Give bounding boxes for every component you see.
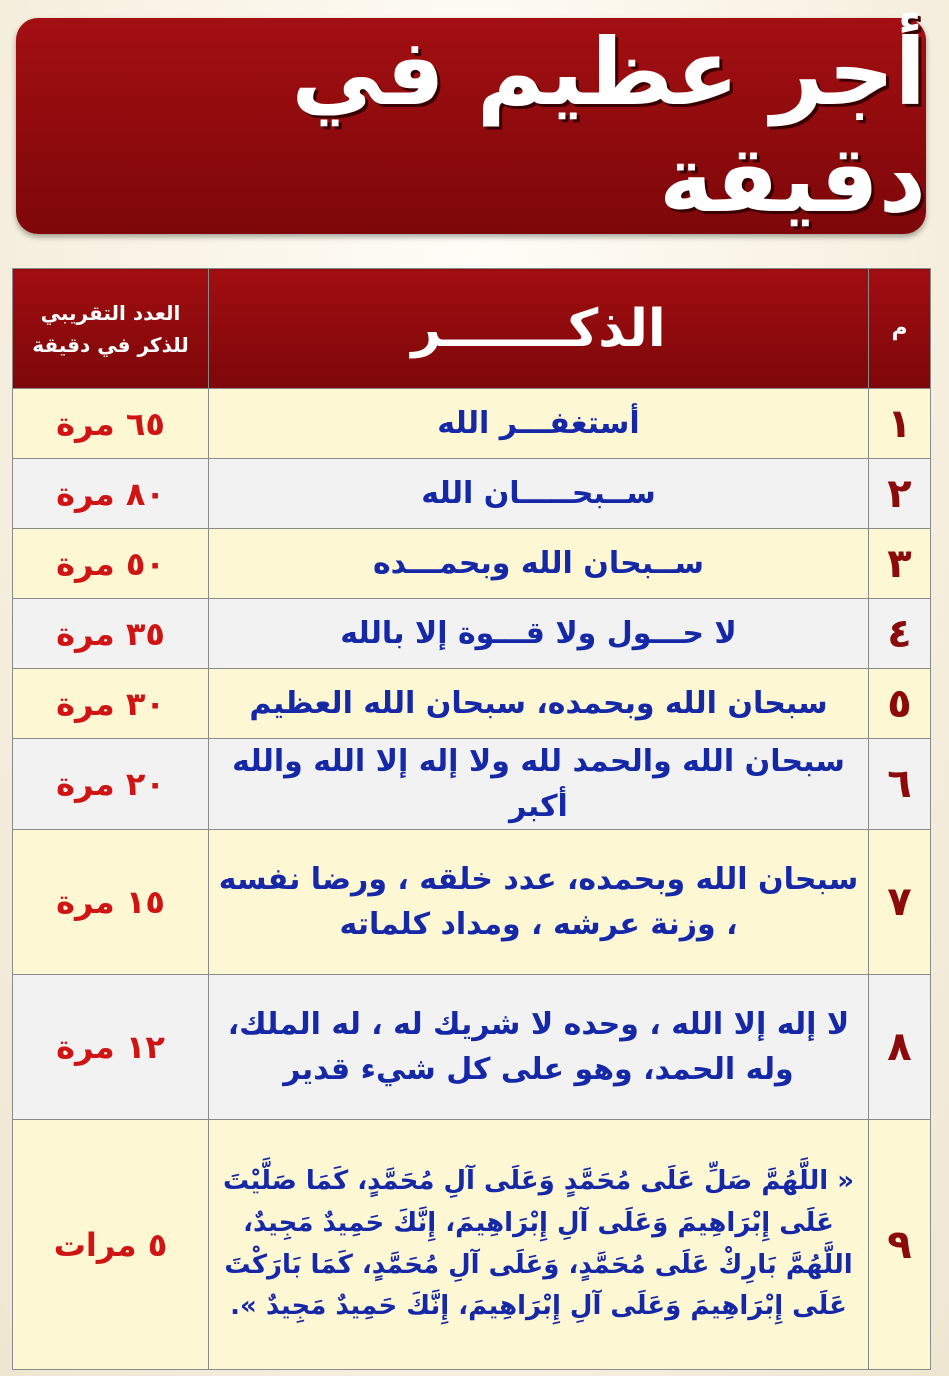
row-count: ٥٠ مرة bbox=[13, 529, 209, 599]
row-number: ٣ bbox=[869, 529, 931, 599]
row-number: ٦ bbox=[869, 739, 931, 830]
row-dhikr: أستغفـــر الله bbox=[209, 389, 869, 459]
header-count-line1: العدد التقريبي bbox=[40, 300, 181, 325]
athkar-table bbox=[12, 268, 931, 1370]
row-number: ٤ bbox=[869, 599, 931, 669]
row-number: ٨ bbox=[869, 975, 931, 1120]
table-row bbox=[13, 739, 931, 830]
row-dhikr: سبحان الله والحمد لله ولا إله إلا الله والله أكبر bbox=[209, 739, 869, 830]
table-header-row bbox=[13, 269, 931, 389]
header-dhikr: الذكـــــــر bbox=[209, 269, 869, 389]
row-number: ٩ bbox=[869, 1120, 931, 1370]
row-dhikr: سبحان الله وبحمده، عدد خلقه ، ورضا نفسه ، وزنة عرشه ، ومداد كلماته bbox=[209, 830, 869, 975]
row-count: ٣٥ مرة bbox=[13, 599, 209, 669]
table-row bbox=[13, 975, 931, 1120]
table-row bbox=[13, 529, 931, 599]
row-dhikr: ســبحان الله وبحمـــده bbox=[209, 529, 869, 599]
row-number: ١ bbox=[869, 389, 931, 459]
row-dhikr: ســبحـــــان الله bbox=[209, 459, 869, 529]
row-number: ٢ bbox=[869, 459, 931, 529]
table-row bbox=[13, 389, 931, 459]
title-banner bbox=[16, 18, 926, 234]
header-number: م bbox=[869, 269, 931, 389]
row-count: ١٥ مرة bbox=[13, 830, 209, 975]
row-count: ٢٠ مرة bbox=[13, 739, 209, 830]
row-count: ١٢ مرة bbox=[13, 975, 209, 1120]
row-dhikr: « اللَّهُمَّ صَلِّ عَلَى مُحَمَّدٍ وَعَلَى آلِ مُحَمَّدٍ، كَمَا صَلَّيْتَ عَلَى إِبْرَاهِيمَ وَعَلَى آلِ إِبْرَاهِيمَ، إِنَّكَ حَمِيدٌ مَجِيدٌ، اللَّهُمَّ بَارِكْ عَلَى مُحَمَّدٍ، وَعَلَى آلِ مُحَمَّدٍ، كَمَا بَارَكْتَ عَلَى إِبْرَاهِيمَ وَعَلَى آلِ إِبْرَاهِيمَ، إِنَّكَ حَمِيدٌ مَجِيدٌ ». bbox=[209, 1120, 869, 1370]
table-row bbox=[13, 459, 931, 529]
page-title: أجر عظيم في دقيقة bbox=[291, 19, 926, 233]
row-number: ٥ bbox=[869, 669, 931, 739]
table-row bbox=[13, 830, 931, 975]
table-row bbox=[13, 669, 931, 739]
table-row bbox=[13, 1120, 931, 1370]
row-count: ٨٠ مرة bbox=[13, 459, 209, 529]
row-count: ٣٠ مرة bbox=[13, 669, 209, 739]
header-count bbox=[13, 269, 209, 389]
row-dhikr: لا إله إلا الله ، وحده لا شريك له ، له الملك، وله الحمد، وهو على كل شيء قدير bbox=[209, 975, 869, 1120]
row-count: ٦٥ مرة bbox=[13, 389, 209, 459]
header-count-line2: للذكر في دقيقة bbox=[32, 332, 189, 357]
table-row bbox=[13, 599, 931, 669]
row-count: ٥ مرات bbox=[13, 1120, 209, 1370]
row-number: ٧ bbox=[869, 830, 931, 975]
row-dhikr: سبحان الله وبحمده، سبحان الله العظيم bbox=[209, 669, 869, 739]
row-dhikr: لا حـــول ولا قـــوة إلا بالله bbox=[209, 599, 869, 669]
